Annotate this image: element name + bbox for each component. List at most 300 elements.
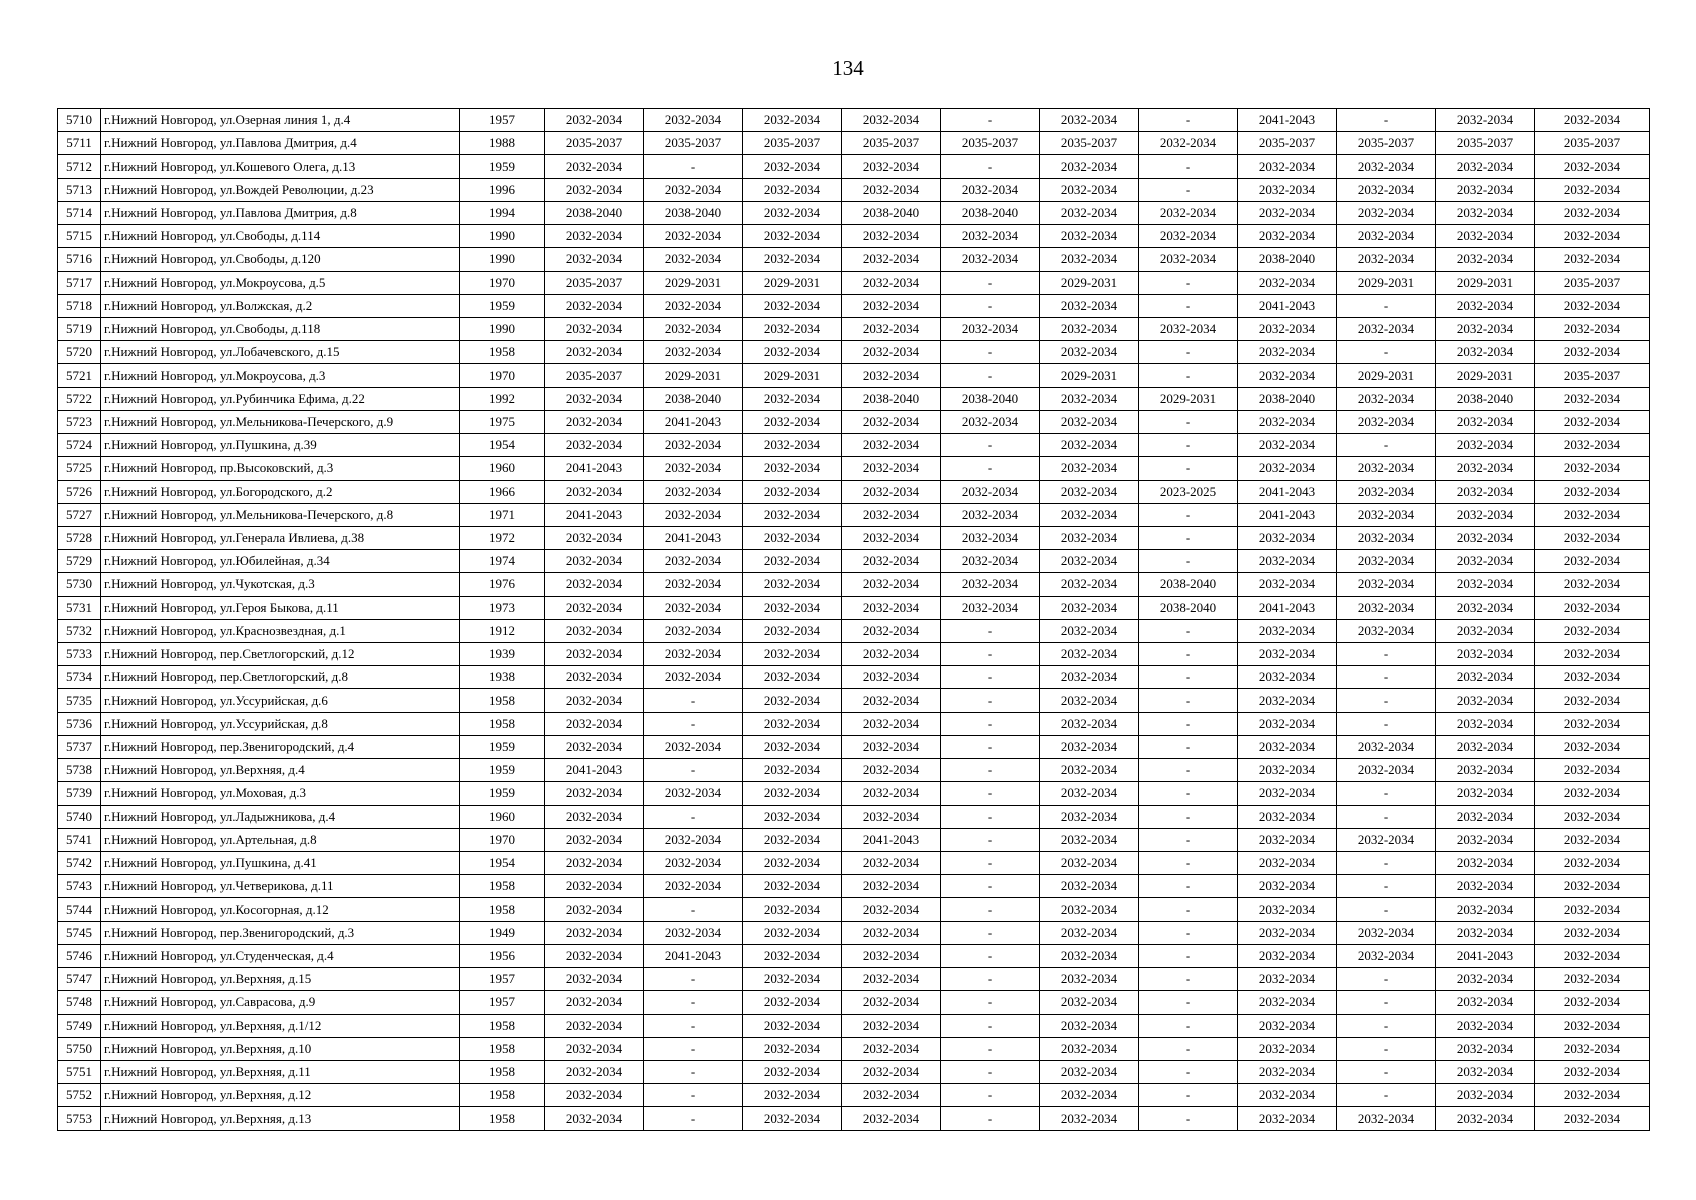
period-cell: 2032-2034 bbox=[1238, 1014, 1337, 1037]
period-cell: 2029-2031 bbox=[1337, 271, 1436, 294]
period-cell: 2041-2043 bbox=[1238, 503, 1337, 526]
period-cell: - bbox=[1139, 968, 1238, 991]
period-cell: - bbox=[644, 1037, 743, 1060]
year-cell: 1957 bbox=[460, 968, 545, 991]
period-cell: 2032-2034 bbox=[545, 341, 644, 364]
period-cell: 2032-2034 bbox=[1535, 573, 1650, 596]
period-cell: 2038-2040 bbox=[941, 201, 1040, 224]
address-cell: г.Нижний Новгород, ул.Генерала Ивлиева, д.38 bbox=[101, 526, 460, 549]
period-cell: 2032-2034 bbox=[1040, 201, 1139, 224]
period-cell: 2032-2034 bbox=[1040, 991, 1139, 1014]
period-cell: 2032-2034 bbox=[743, 712, 842, 735]
period-cell: 2032-2034 bbox=[743, 875, 842, 898]
table-row bbox=[58, 1107, 1650, 1130]
period-cell: 2032-2034 bbox=[743, 782, 842, 805]
row-number-cell: 5734 bbox=[58, 666, 101, 689]
period-cell: - bbox=[941, 805, 1040, 828]
period-cell: 2032-2034 bbox=[1436, 248, 1535, 271]
table-row bbox=[58, 968, 1650, 991]
period-cell: 2041-2043 bbox=[1238, 294, 1337, 317]
period-cell: - bbox=[941, 666, 1040, 689]
period-cell: - bbox=[1139, 434, 1238, 457]
period-cell: 2032-2034 bbox=[1436, 968, 1535, 991]
period-cell: - bbox=[1139, 991, 1238, 1014]
period-cell: - bbox=[1139, 852, 1238, 875]
period-cell: - bbox=[1337, 1060, 1436, 1083]
period-cell: 2032-2034 bbox=[644, 921, 743, 944]
row-number-cell: 5752 bbox=[58, 1084, 101, 1107]
period-cell: 2032-2034 bbox=[1337, 248, 1436, 271]
period-cell: 2032-2034 bbox=[545, 1037, 644, 1060]
period-cell: 2032-2034 bbox=[1238, 619, 1337, 642]
period-cell: 2032-2034 bbox=[644, 317, 743, 340]
year-cell: 1974 bbox=[460, 550, 545, 573]
period-cell: 2032-2034 bbox=[842, 271, 941, 294]
period-cell: 2032-2034 bbox=[1040, 1037, 1139, 1060]
period-cell: 2032-2034 bbox=[1040, 109, 1139, 132]
period-cell: 2032-2034 bbox=[1436, 410, 1535, 433]
period-cell: - bbox=[1139, 735, 1238, 758]
period-cell: 2032-2034 bbox=[1040, 503, 1139, 526]
period-cell: - bbox=[1337, 341, 1436, 364]
address-cell: г.Нижний Новгород, ул.Уссурийская, д.6 bbox=[101, 689, 460, 712]
row-number-cell: 5729 bbox=[58, 550, 101, 573]
address-cell: г.Нижний Новгород, ул.Мокроусова, д.5 bbox=[101, 271, 460, 294]
address-cell: г.Нижний Новгород, ул.Озерная линия 1, д.4 bbox=[101, 109, 460, 132]
period-cell: 2032-2034 bbox=[1040, 828, 1139, 851]
period-cell: 2032-2034 bbox=[1337, 596, 1436, 619]
address-cell: г.Нижний Новгород, ул.Верхняя, д.10 bbox=[101, 1037, 460, 1060]
period-cell: 2032-2034 bbox=[842, 434, 941, 457]
period-cell: 2032-2034 bbox=[1238, 921, 1337, 944]
year-cell: 1994 bbox=[460, 201, 545, 224]
period-cell: - bbox=[1139, 109, 1238, 132]
period-cell: 2032-2034 bbox=[545, 317, 644, 340]
period-cell: 2032-2034 bbox=[1040, 875, 1139, 898]
period-cell: 2032-2034 bbox=[644, 178, 743, 201]
period-cell: 2032-2034 bbox=[644, 480, 743, 503]
row-number-cell: 5726 bbox=[58, 480, 101, 503]
period-cell: - bbox=[1337, 968, 1436, 991]
period-cell: 2032-2034 bbox=[1535, 921, 1650, 944]
period-cell: 2032-2034 bbox=[1436, 434, 1535, 457]
period-cell: 2032-2034 bbox=[743, 457, 842, 480]
period-cell: 2032-2034 bbox=[545, 712, 644, 735]
period-cell: 2032-2034 bbox=[743, 852, 842, 875]
period-cell: 2032-2034 bbox=[644, 596, 743, 619]
period-cell: 2032-2034 bbox=[1436, 991, 1535, 1014]
period-cell: 2032-2034 bbox=[545, 921, 644, 944]
period-cell: 2032-2034 bbox=[1535, 225, 1650, 248]
period-cell: 2032-2034 bbox=[1238, 852, 1337, 875]
period-cell: 2041-2043 bbox=[842, 828, 941, 851]
period-cell: 2032-2034 bbox=[1040, 735, 1139, 758]
period-cell: 2032-2034 bbox=[545, 248, 644, 271]
period-cell: 2032-2034 bbox=[1337, 735, 1436, 758]
period-cell: 2032-2034 bbox=[1238, 271, 1337, 294]
period-cell: 2032-2034 bbox=[842, 1107, 941, 1130]
period-cell: 2032-2034 bbox=[545, 1107, 644, 1130]
period-cell: 2032-2034 bbox=[1535, 248, 1650, 271]
period-cell: - bbox=[644, 1014, 743, 1037]
year-cell: 1973 bbox=[460, 596, 545, 619]
period-cell: 2035-2037 bbox=[941, 132, 1040, 155]
period-cell: 2032-2034 bbox=[743, 991, 842, 1014]
period-cell: 2032-2034 bbox=[842, 1014, 941, 1037]
table-row bbox=[58, 503, 1650, 526]
period-cell: 2032-2034 bbox=[1535, 805, 1650, 828]
period-cell: 2032-2034 bbox=[1436, 294, 1535, 317]
period-cell: - bbox=[644, 991, 743, 1014]
period-cell: - bbox=[1139, 1107, 1238, 1130]
period-cell: 2032-2034 bbox=[1436, 1084, 1535, 1107]
period-cell: 2032-2034 bbox=[1337, 225, 1436, 248]
period-cell: - bbox=[1139, 782, 1238, 805]
period-cell: - bbox=[941, 968, 1040, 991]
period-cell: 2032-2034 bbox=[743, 573, 842, 596]
table-row bbox=[58, 341, 1650, 364]
table-row bbox=[58, 294, 1650, 317]
table-row bbox=[58, 573, 1650, 596]
period-cell: - bbox=[1139, 155, 1238, 178]
period-cell: 2032-2034 bbox=[743, 155, 842, 178]
period-cell: - bbox=[644, 805, 743, 828]
period-cell: 2032-2034 bbox=[1436, 550, 1535, 573]
period-cell: 2032-2034 bbox=[1436, 1060, 1535, 1083]
period-cell: 2032-2034 bbox=[1040, 480, 1139, 503]
address-cell: г.Нижний Новгород, ул.Уссурийская, д.8 bbox=[101, 712, 460, 735]
period-cell: 2035-2037 bbox=[545, 132, 644, 155]
period-cell: 2032-2034 bbox=[743, 898, 842, 921]
period-cell: 2032-2034 bbox=[842, 410, 941, 433]
period-cell: 2032-2034 bbox=[842, 852, 941, 875]
address-cell: г.Нижний Новгород, ул.Ладыжникова, д.4 bbox=[101, 805, 460, 828]
period-cell: - bbox=[941, 457, 1040, 480]
period-cell: - bbox=[941, 852, 1040, 875]
period-cell: 2032-2034 bbox=[1535, 898, 1650, 921]
table-row bbox=[58, 666, 1650, 689]
period-cell: 2035-2037 bbox=[1337, 132, 1436, 155]
period-cell: 2032-2034 bbox=[1040, 898, 1139, 921]
year-cell: 1958 bbox=[460, 341, 545, 364]
period-cell: 2032-2034 bbox=[1535, 828, 1650, 851]
period-cell: 2032-2034 bbox=[1139, 132, 1238, 155]
period-cell: 2032-2034 bbox=[644, 619, 743, 642]
period-cell: - bbox=[1139, 1060, 1238, 1083]
period-cell: 2032-2034 bbox=[941, 410, 1040, 433]
period-cell: 2032-2034 bbox=[644, 434, 743, 457]
period-cell: 2032-2034 bbox=[1535, 968, 1650, 991]
row-number-cell: 5735 bbox=[58, 689, 101, 712]
year-cell: 1959 bbox=[460, 155, 545, 178]
period-cell: 2032-2034 bbox=[1040, 1060, 1139, 1083]
period-cell: 2032-2034 bbox=[842, 619, 941, 642]
address-cell: г.Нижний Новгород, ул.Павлова Дмитрия, д.4 bbox=[101, 132, 460, 155]
period-cell: 2029-2031 bbox=[1040, 271, 1139, 294]
address-cell: г.Нижний Новгород, ул.Кошевого Олега, д.13 bbox=[101, 155, 460, 178]
period-cell: - bbox=[1139, 619, 1238, 642]
period-cell: 2032-2034 bbox=[1040, 968, 1139, 991]
period-cell: - bbox=[941, 341, 1040, 364]
period-cell: 2032-2034 bbox=[1535, 1014, 1650, 1037]
period-cell: 2032-2034 bbox=[1436, 155, 1535, 178]
row-number-cell: 5727 bbox=[58, 503, 101, 526]
address-cell: г.Нижний Новгород, пер.Звенигородский, д.3 bbox=[101, 921, 460, 944]
period-cell: - bbox=[644, 1107, 743, 1130]
table-row bbox=[58, 689, 1650, 712]
period-cell: - bbox=[644, 689, 743, 712]
year-cell: 1957 bbox=[460, 109, 545, 132]
row-number-cell: 5742 bbox=[58, 852, 101, 875]
period-cell: - bbox=[1337, 666, 1436, 689]
period-cell: 2032-2034 bbox=[1040, 1084, 1139, 1107]
period-cell: 2032-2034 bbox=[1238, 1107, 1337, 1130]
year-cell: 1970 bbox=[460, 828, 545, 851]
address-cell: г.Нижний Новгород, ул.Свободы, д.118 bbox=[101, 317, 460, 340]
period-cell: 2032-2034 bbox=[842, 550, 941, 573]
address-cell: г.Нижний Новгород, ул.Волжская, д.2 bbox=[101, 294, 460, 317]
period-cell: 2032-2034 bbox=[1535, 689, 1650, 712]
row-number-cell: 5743 bbox=[58, 875, 101, 898]
period-cell: 2032-2034 bbox=[1238, 944, 1337, 967]
period-cell: 2032-2034 bbox=[743, 109, 842, 132]
period-cell: - bbox=[1139, 805, 1238, 828]
year-cell: 1912 bbox=[460, 619, 545, 642]
period-cell: 2032-2034 bbox=[545, 828, 644, 851]
period-cell: 2032-2034 bbox=[1436, 805, 1535, 828]
period-cell: 2032-2034 bbox=[1337, 573, 1436, 596]
period-cell: 2032-2034 bbox=[1535, 596, 1650, 619]
period-cell: 2032-2034 bbox=[545, 434, 644, 457]
table-row bbox=[58, 712, 1650, 735]
address-cell: г.Нижний Новгород, ул.Верхняя, д.15 bbox=[101, 968, 460, 991]
period-cell: 2032-2034 bbox=[743, 1037, 842, 1060]
period-cell: 2032-2034 bbox=[644, 735, 743, 758]
period-cell: 2032-2034 bbox=[743, 225, 842, 248]
period-cell: 2041-2043 bbox=[644, 944, 743, 967]
period-cell: 2032-2034 bbox=[1436, 526, 1535, 549]
period-cell: 2032-2034 bbox=[1436, 109, 1535, 132]
period-cell: - bbox=[941, 712, 1040, 735]
address-cell: г.Нижний Новгород, ул.Мокроусова, д.3 bbox=[101, 364, 460, 387]
period-cell: - bbox=[1139, 921, 1238, 944]
period-cell: 2032-2034 bbox=[1238, 201, 1337, 224]
address-cell: г.Нижний Новгород, ул.Юбилейная, д.34 bbox=[101, 550, 460, 573]
period-cell: 2032-2034 bbox=[1337, 480, 1436, 503]
period-cell: 2032-2034 bbox=[743, 1084, 842, 1107]
period-cell: 2032-2034 bbox=[1238, 1060, 1337, 1083]
period-cell: 2032-2034 bbox=[1535, 109, 1650, 132]
period-cell: 2032-2034 bbox=[1040, 712, 1139, 735]
year-cell: 1990 bbox=[460, 225, 545, 248]
period-cell: 2032-2034 bbox=[842, 1060, 941, 1083]
year-cell: 1954 bbox=[460, 852, 545, 875]
period-cell: 2032-2034 bbox=[644, 294, 743, 317]
table-row bbox=[58, 480, 1650, 503]
period-cell: - bbox=[1337, 109, 1436, 132]
period-cell: 2041-2043 bbox=[1238, 596, 1337, 619]
address-cell: г.Нижний Новгород, пер.Звенигородский, д.4 bbox=[101, 735, 460, 758]
period-cell: 2032-2034 bbox=[1436, 1014, 1535, 1037]
period-cell: - bbox=[1139, 178, 1238, 201]
period-cell: 2032-2034 bbox=[1040, 666, 1139, 689]
period-cell: 2032-2034 bbox=[1040, 782, 1139, 805]
period-cell: 2032-2034 bbox=[1238, 434, 1337, 457]
period-cell: 2032-2034 bbox=[743, 178, 842, 201]
period-cell: 2041-2043 bbox=[644, 526, 743, 549]
period-cell: 2032-2034 bbox=[644, 248, 743, 271]
period-cell: 2032-2034 bbox=[1535, 643, 1650, 666]
period-cell: 2032-2034 bbox=[1238, 573, 1337, 596]
period-cell: 2032-2034 bbox=[1535, 875, 1650, 898]
address-cell: г.Нижний Новгород, ул.Вождей Революции, д.23 bbox=[101, 178, 460, 201]
row-number-cell: 5744 bbox=[58, 898, 101, 921]
period-cell: 2032-2034 bbox=[1040, 550, 1139, 573]
period-cell: 2032-2034 bbox=[545, 944, 644, 967]
period-cell: 2041-2043 bbox=[1436, 944, 1535, 967]
period-cell: 2032-2034 bbox=[545, 643, 644, 666]
period-cell: 2029-2031 bbox=[644, 271, 743, 294]
period-cell: 2038-2040 bbox=[1139, 596, 1238, 619]
table-row bbox=[58, 1084, 1650, 1107]
period-cell: 2032-2034 bbox=[1535, 341, 1650, 364]
table-row bbox=[58, 991, 1650, 1014]
year-cell: 1958 bbox=[460, 1037, 545, 1060]
period-cell: 2032-2034 bbox=[842, 712, 941, 735]
table-row bbox=[58, 457, 1650, 480]
address-cell: г.Нижний Новгород, ул.Мельникова-Печерского, д.8 bbox=[101, 503, 460, 526]
address-cell: г.Нижний Новгород, ул.Верхняя, д.1/12 bbox=[101, 1014, 460, 1037]
row-number-cell: 5718 bbox=[58, 294, 101, 317]
period-cell: - bbox=[1139, 550, 1238, 573]
period-cell: - bbox=[941, 759, 1040, 782]
period-cell: - bbox=[1337, 991, 1436, 1014]
period-cell: 2038-2040 bbox=[1139, 573, 1238, 596]
period-cell: - bbox=[1337, 875, 1436, 898]
year-cell: 1958 bbox=[460, 712, 545, 735]
period-cell: - bbox=[1139, 1084, 1238, 1107]
table-row bbox=[58, 619, 1650, 642]
year-cell: 1959 bbox=[460, 735, 545, 758]
address-cell: г.Нижний Новгород, ул.Рубинчика Ефима, д.22 bbox=[101, 387, 460, 410]
period-cell: 2032-2034 bbox=[1436, 852, 1535, 875]
period-cell: 2032-2034 bbox=[1040, 921, 1139, 944]
period-cell: 2032-2034 bbox=[743, 759, 842, 782]
period-cell: 2032-2034 bbox=[1238, 526, 1337, 549]
row-number-cell: 5733 bbox=[58, 643, 101, 666]
period-cell: 2032-2034 bbox=[842, 225, 941, 248]
period-cell: - bbox=[941, 1107, 1040, 1130]
period-cell: 2032-2034 bbox=[1238, 875, 1337, 898]
period-cell: 2032-2034 bbox=[545, 898, 644, 921]
table-body bbox=[58, 109, 1650, 1131]
period-cell: 2032-2034 bbox=[1238, 317, 1337, 340]
period-cell: 2032-2034 bbox=[1238, 805, 1337, 828]
period-cell: 2032-2034 bbox=[1238, 364, 1337, 387]
period-cell: 2032-2034 bbox=[545, 550, 644, 573]
year-cell: 1975 bbox=[460, 410, 545, 433]
year-cell: 1988 bbox=[460, 132, 545, 155]
row-number-cell: 5739 bbox=[58, 782, 101, 805]
period-cell: 2032-2034 bbox=[941, 317, 1040, 340]
period-cell: 2038-2040 bbox=[1436, 387, 1535, 410]
period-cell: - bbox=[1337, 782, 1436, 805]
period-cell: 2032-2034 bbox=[1238, 225, 1337, 248]
period-cell: 2038-2040 bbox=[1238, 248, 1337, 271]
address-cell: г.Нижний Новгород, ул.Моховая, д.3 bbox=[101, 782, 460, 805]
period-cell: 2035-2037 bbox=[1535, 271, 1650, 294]
period-cell: 2032-2034 bbox=[743, 480, 842, 503]
address-cell: г.Нижний Новгород, ул.Павлова Дмитрия, д.8 bbox=[101, 201, 460, 224]
period-cell: 2032-2034 bbox=[545, 805, 644, 828]
period-cell: - bbox=[644, 898, 743, 921]
table-row bbox=[58, 782, 1650, 805]
period-cell: 2032-2034 bbox=[1436, 225, 1535, 248]
period-cell: 2035-2037 bbox=[1535, 364, 1650, 387]
period-cell: 2032-2034 bbox=[1238, 782, 1337, 805]
period-cell: 2032-2034 bbox=[842, 248, 941, 271]
year-cell: 1960 bbox=[460, 805, 545, 828]
period-cell: 2032-2034 bbox=[1337, 759, 1436, 782]
table-row bbox=[58, 317, 1650, 340]
period-cell: 2035-2037 bbox=[1040, 132, 1139, 155]
period-cell: 2032-2034 bbox=[842, 875, 941, 898]
period-cell: 2035-2037 bbox=[842, 132, 941, 155]
year-cell: 1959 bbox=[460, 294, 545, 317]
period-cell: 2032-2034 bbox=[1337, 387, 1436, 410]
period-cell: - bbox=[1139, 410, 1238, 433]
year-cell: 1958 bbox=[460, 1107, 545, 1130]
period-cell: - bbox=[1139, 828, 1238, 851]
period-cell: 2032-2034 bbox=[1535, 526, 1650, 549]
period-cell: 2032-2034 bbox=[1337, 410, 1436, 433]
period-cell: 2032-2034 bbox=[1535, 619, 1650, 642]
period-cell: 2032-2034 bbox=[842, 643, 941, 666]
period-cell: 2029-2031 bbox=[1337, 364, 1436, 387]
period-cell: 2032-2034 bbox=[743, 596, 842, 619]
row-number-cell: 5736 bbox=[58, 712, 101, 735]
period-cell: 2032-2034 bbox=[545, 991, 644, 1014]
period-cell: 2032-2034 bbox=[545, 782, 644, 805]
period-cell: 2032-2034 bbox=[1040, 805, 1139, 828]
address-cell: г.Нижний Новгород, ул.Чукотская, д.3 bbox=[101, 573, 460, 596]
period-cell: - bbox=[1337, 898, 1436, 921]
address-cell: г.Нижний Новгород, ул.Косогорная, д.12 bbox=[101, 898, 460, 921]
row-number-cell: 5750 bbox=[58, 1037, 101, 1060]
period-cell: 2032-2034 bbox=[1238, 968, 1337, 991]
period-cell: 2032-2034 bbox=[644, 643, 743, 666]
row-number-cell: 5715 bbox=[58, 225, 101, 248]
table-row bbox=[58, 248, 1650, 271]
period-cell: 2035-2037 bbox=[644, 132, 743, 155]
period-cell: 2032-2034 bbox=[743, 828, 842, 851]
period-cell: 2032-2034 bbox=[1238, 550, 1337, 573]
address-cell: г.Нижний Новгород, ул.Четверикова, д.11 bbox=[101, 875, 460, 898]
period-cell: 2032-2034 bbox=[545, 1014, 644, 1037]
period-cell: 2032-2034 bbox=[842, 457, 941, 480]
table-row bbox=[58, 735, 1650, 758]
period-cell: 2041-2043 bbox=[545, 759, 644, 782]
row-number-cell: 5724 bbox=[58, 434, 101, 457]
period-cell: 2032-2034 bbox=[1337, 1107, 1436, 1130]
period-cell: 2032-2034 bbox=[1535, 759, 1650, 782]
period-cell: - bbox=[941, 735, 1040, 758]
period-cell: 2032-2034 bbox=[1238, 643, 1337, 666]
row-number-cell: 5710 bbox=[58, 109, 101, 132]
period-cell: 2032-2034 bbox=[743, 201, 842, 224]
address-cell: г.Нижний Новгород, ул.Верхняя, д.13 bbox=[101, 1107, 460, 1130]
period-cell: 2032-2034 bbox=[842, 968, 941, 991]
